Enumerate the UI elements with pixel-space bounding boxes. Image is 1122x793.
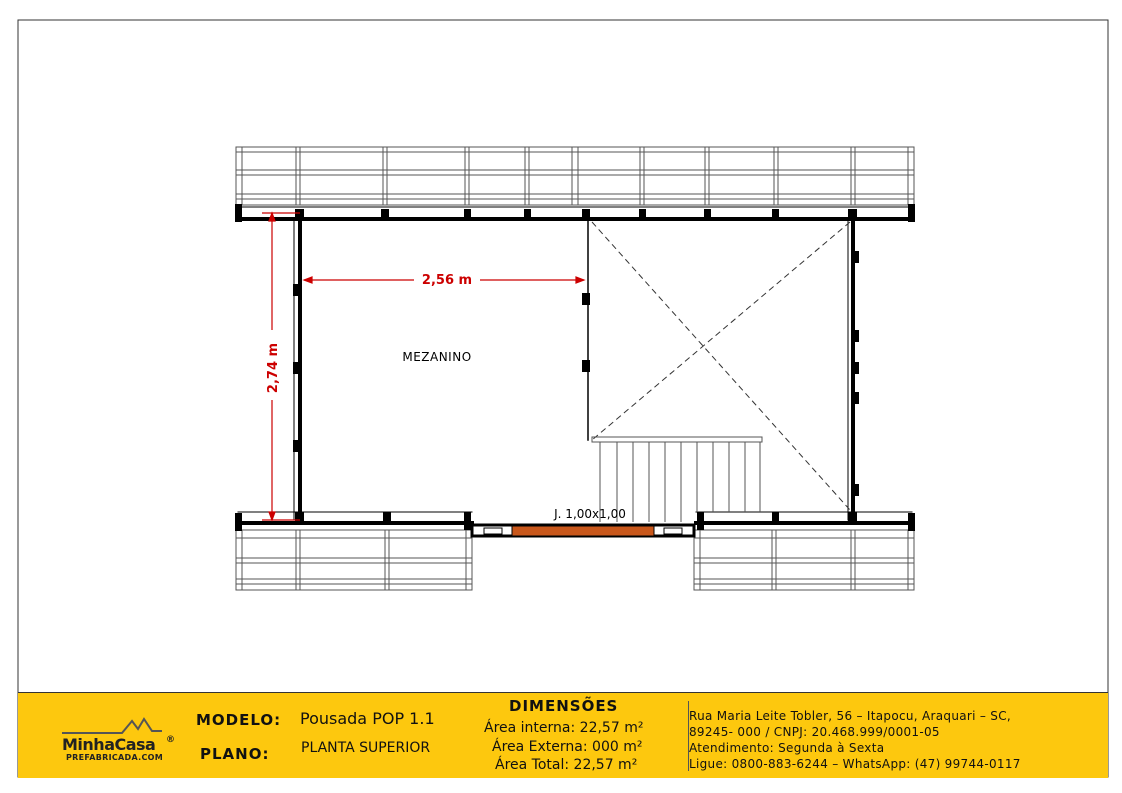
depth-dimension-label: 2,74 m: [266, 342, 281, 394]
area-externa: Área Externa: 000 m²: [492, 739, 643, 755]
room-label-mezanino: MEZANINO: [402, 350, 472, 364]
modelo-label: MODELO:: [196, 711, 282, 729]
logo-tagline: PREFABRICADA.COM: [66, 753, 163, 762]
mountain-roof-icon: [62, 711, 162, 735]
plano-label: PLANO:: [200, 745, 270, 763]
address-line-2: 89245- 000 / CNPJ: 20.468.999/0001-05: [689, 725, 940, 739]
title-block: [18, 692, 1108, 778]
dimensions-heading: DIMENSÕES: [509, 697, 619, 715]
contact-phone: Ligue: 0800-883-6244 – WhatsApp: (47) 99744-0117: [689, 757, 1021, 771]
sheet-border: [18, 20, 1108, 777]
logo-brand-text: MinhaCasa: [62, 735, 156, 754]
plano-value: PLANTA SUPERIOR: [301, 740, 431, 756]
logo-registered-mark: ®: [166, 735, 176, 745]
window-label: J. 1,00x1,00: [554, 507, 626, 521]
width-dimension-label: 2,56 m: [421, 273, 473, 288]
window-opening: [512, 526, 654, 536]
area-total: Área Total: 22,57 m²: [495, 757, 638, 773]
address-line-1: Rua Maria Leite Tobler, 56 – Itapocu, Araquari – SC,: [689, 709, 1012, 723]
area-interna: Área interna: 22,57 m²: [484, 720, 644, 736]
business-hours: Atendimento: Segunda à Sexta: [689, 741, 885, 755]
modelo-value: Pousada POP 1.1: [300, 709, 435, 728]
company-logo: [50, 711, 190, 771]
